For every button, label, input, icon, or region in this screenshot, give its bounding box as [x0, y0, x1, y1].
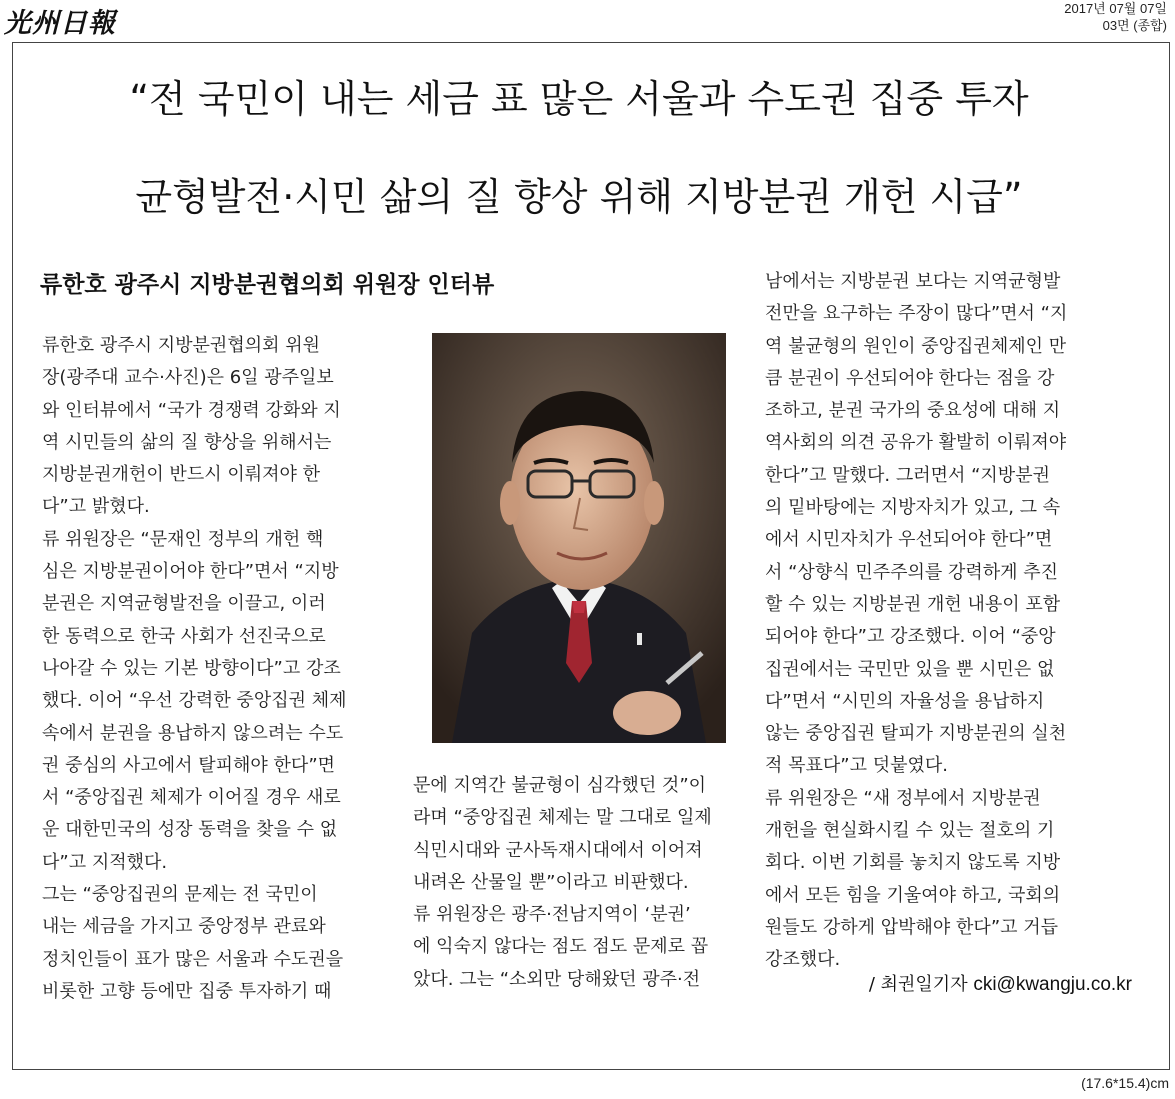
article-line: 장(광주대 교수·사진)은 6일 광주일보: [42, 367, 334, 389]
article-column-1: [42, 330, 397, 1008]
article-line: 적 목표다”고 덧붙였다.: [765, 755, 948, 777]
reporter-email: cki@kwangju.co.kr: [973, 974, 1132, 995]
article-line: 다”고 밝혔다.: [42, 496, 150, 518]
article-line: 서 “중앙집권 체제가 이어질 경우 새로: [42, 787, 341, 809]
article-line: 나아갈 수 있는 기본 방향이다”고 강조: [42, 657, 341, 679]
article-line: 되어야 한다”고 강조했다. 이어 “중앙: [765, 626, 1056, 648]
portrait-image: [432, 333, 726, 743]
article-line: 정치인들이 표가 많은 서울과 수도권을: [42, 948, 344, 970]
article-line: 심은 지방분권이어야 한다”면서 “지방: [42, 561, 339, 583]
article-line: 내는 세금을 가지고 중앙정부 관료와: [42, 916, 326, 938]
masthead-title: 光州日報: [4, 7, 116, 39]
article-line: 개헌을 현실화시킬 수 있는 절호의 기: [765, 820, 1055, 842]
article-line: 한 동력으로 한국 사회가 선진국으로: [42, 625, 326, 647]
article-line: 했다. 이어 “우선 강력한 중앙집권 체제: [42, 690, 347, 712]
article-line: 회다. 이번 기회를 놓치지 않도록 지방: [765, 852, 1061, 874]
byline: [869, 970, 1132, 996]
article-line: 강조했다.: [765, 949, 841, 971]
article-line: 다”고 지적했다.: [42, 851, 168, 873]
article-line: 권 중심의 사고에서 탈피해야 한다”면: [42, 754, 336, 776]
article-line: 남에서는 지방분권 보다는 지역균형발: [765, 271, 1061, 292]
article-line: 분권은 지역균형발전을 이끌고, 이러: [42, 593, 326, 615]
issue-meta: [1064, 0, 1167, 34]
article-line: 속에서 분권을 용납하지 않으려는 수도: [42, 722, 344, 744]
article-line: 운 대한민국의 성장 동력을 찾을 수 없: [42, 819, 338, 841]
article-line: 라며 “중앙집권 체제는 말 그대로 일제: [413, 807, 712, 829]
article-line: 역 불균형의 원인이 중앙집권체제인 만: [765, 335, 1067, 357]
article-line: 류한호 광주시 지방분권협의회 위원: [42, 335, 320, 356]
article-line: 비롯한 고향 등에만 집중 투자하기 때: [42, 980, 332, 1002]
article-line: 다”면서 “시민의 자율성을 용납하지: [765, 690, 1045, 712]
clipping-size-note: (17.6*15.4)cm: [1081, 1075, 1169, 1091]
reporter-name: / 최권일기자: [868, 974, 968, 995]
article-line: 에서 모든 힘을 기울여야 하고, 국회의: [765, 884, 1061, 906]
article-line: 의 밑바탕에는 지방자치가 있고, 그 속: [765, 497, 1061, 519]
article-line: 류 위원장은 광주·전남지역이 ‘분권’: [413, 904, 691, 926]
article-line: 서 “상향식 민주주의를 강력하게 추진: [765, 561, 1059, 583]
article-line: 류 위원장은 “새 정부에서 지방분권: [765, 787, 1041, 809]
article-line: 한다”고 말했다. 그러면서 “지방분권: [765, 464, 1050, 486]
article-line: 지방분권개헌이 반드시 이뤄져야 한: [42, 464, 320, 486]
subheadline: 류한호 광주시 지방분권협의회 위원장 인터뷰: [40, 272, 495, 298]
article-column-3: [765, 266, 1135, 977]
article-line: 문에 지역간 불균형이 심각했던 것”이: [413, 775, 707, 796]
article-line: 와 인터뷰에서 “국가 경쟁력 강화와 지: [42, 399, 341, 421]
article-line: 에서 시민자치가 우선되어야 한다”면: [765, 529, 1053, 551]
issue-date: 2017년 07월 07일: [1064, 1, 1167, 16]
article-line: 에 익숙지 않다는 점도 점도 문제로 꼽: [413, 936, 709, 958]
article-line: 류 위원장은 “문재인 정부의 개헌 핵: [42, 528, 324, 550]
article-column-2: [413, 770, 758, 996]
article-line: 않는 중앙집권 탈피가 지방분권의 실천: [765, 723, 1067, 745]
article-line: 집권에서는 국민만 있을 뿐 시민은 없: [765, 658, 1055, 680]
headline-line-1: “전 국민이 내는 세금 표 많은 서울과 수도권 집중 투자: [129, 77, 1029, 121]
article-line: 그는 “중앙집권의 문제는 전 국민이: [42, 884, 318, 906]
article-line: 았다. 그는 “소외만 당해왔던 광주·전: [413, 968, 701, 990]
article-line: 할 수 있는 지방분권 개헌 내용이 포함: [765, 593, 1061, 615]
article-line: 식민시대와 군사독재시대에서 이어져: [413, 839, 703, 861]
article-line: 내려온 산물일 뿐”이라고 비판했다.: [413, 871, 689, 893]
headline-line-2: 균형발전·시민 삶의 질 향상 위해 지방분권 개헌 시급”: [135, 175, 1023, 219]
article-line: 큼 분권이 우선되어야 한다는 점을 강: [765, 367, 1055, 389]
issue-page: 03면 (종합): [1102, 18, 1167, 33]
interviewee-photo: [432, 333, 726, 743]
newspaper-masthead: [4, 2, 116, 38]
article-line: 조하고, 분권 국가의 중요성에 대해 지: [765, 400, 1061, 422]
article-line: 전만을 요구하는 주장이 많다”면서 “지: [765, 303, 1068, 325]
article-line: 원들도 강하게 압박해야 한다”고 거듭: [765, 916, 1059, 938]
article-line: 역 시민들의 삶의 질 향상을 위해서는: [42, 431, 332, 453]
article-line: 역사회의 의견 공유가 활발히 이뤄져야: [765, 432, 1067, 454]
